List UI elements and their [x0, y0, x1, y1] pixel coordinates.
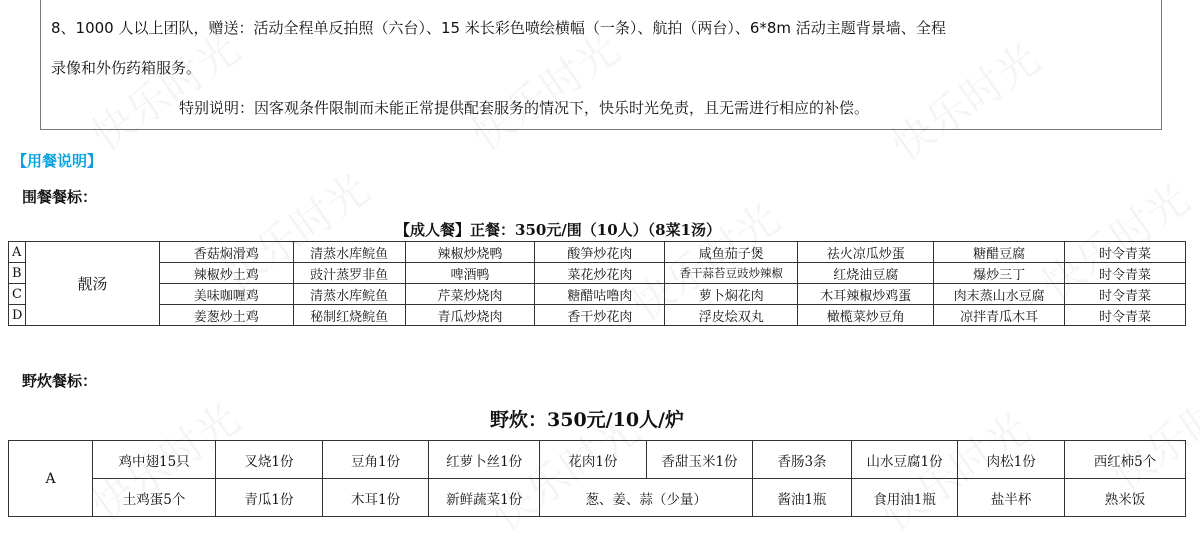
dish-cell: 肉末蒸山水豆腐 [934, 284, 1065, 305]
dish-cell: 芹菜炒烧肉 [405, 284, 535, 305]
table-row [9, 305, 1186, 326]
dish-cell: 糖醋咕噜肉 [535, 284, 665, 305]
bbq-item-cell: 木耳1份 [322, 479, 429, 517]
dish-cell: 木耳辣椒炒鸡蛋 [798, 284, 934, 305]
bbq-table-title: 野炊：350元/10人/炉 [490, 409, 684, 431]
row-letter: D [9, 305, 26, 326]
dish-cell: 菜花炒花肉 [535, 263, 665, 284]
table-row [9, 263, 1186, 284]
dish-cell: 时令青菜 [1065, 305, 1186, 326]
bbq-item-cell: 西红柿5个 [1064, 441, 1185, 479]
bbq-item-cell: 青瓜1份 [216, 479, 323, 517]
dish-cell: 时令青菜 [1065, 284, 1186, 305]
bbq-item-cell: 红萝卜丝1份 [429, 441, 540, 479]
dish-cell: 啤酒鸭 [405, 263, 535, 284]
banquet-table [8, 241, 1186, 326]
dish-cell: 清蒸水库鲩鱼 [293, 284, 405, 305]
dish-cell: 时令青菜 [1065, 263, 1186, 284]
bbq-item-cell: 叉烧1份 [216, 441, 323, 479]
bbq-item-cell: 鸡中翅15只 [93, 441, 216, 479]
dish-cell: 时令青菜 [1065, 242, 1186, 263]
table-row [9, 284, 1186, 305]
dish-cell: 姜葱炒土鸡 [159, 305, 293, 326]
dish-cell: 豉汁蒸罗非鱼 [293, 263, 405, 284]
dish-cell: 橄榄菜炒豆角 [798, 305, 934, 326]
dish-cell: 清蒸水库鲩鱼 [293, 242, 405, 263]
dish-cell: 酸笋炒花肉 [535, 242, 665, 263]
notice-box [40, 0, 1162, 130]
dish-cell: 香干蒜苔豆豉炒辣椒 [665, 263, 798, 284]
dish-cell: 辣椒炒烧鸭 [405, 242, 535, 263]
bbq-item-cell: 山水豆腐1份 [851, 441, 958, 479]
notice-line-2: 录像和外伤药箱服务。 [51, 59, 202, 77]
notice-line-3: 特别说明：因客观条件限制而未能正常提供配套服务的情况下，快乐时光免责，且无需进行相应的补偿。 [179, 99, 870, 117]
bbq-item-cell: 盐半杯 [958, 479, 1065, 517]
bbq-item-cell: 食用油1瓶 [851, 479, 958, 517]
row-letter: B [9, 263, 26, 284]
dish-cell: 祛火凉瓜炒蛋 [798, 242, 934, 263]
dish-cell: 咸鱼茄子煲 [665, 242, 798, 263]
bbq-item-cell: 葱、姜、蒜（少量） [540, 479, 753, 517]
banquet-table-title: 【成人餐】正餐：350元/围（10人）（8菜1汤） [395, 221, 722, 239]
table-row [9, 441, 1186, 479]
notice-line-1: 8、1000 人以上团队，赠送：活动全程单反拍照（六台）、15 米长彩色喷绘横幅（一条）、航拍（两台）、6*8m 活动主题背景墙、全程 [51, 19, 946, 37]
bbq-item-cell: 豆角1份 [322, 441, 429, 479]
bbq-item-cell: 酱油1瓶 [753, 479, 851, 517]
meal-section-title: 【用餐说明】 [12, 152, 103, 170]
soup-cell: 靓汤 [25, 242, 159, 326]
dish-cell: 糖醋豆腐 [934, 242, 1065, 263]
bbq-item-cell: 香甜玉米1份 [646, 441, 753, 479]
row-letter: A [9, 441, 93, 517]
dish-cell: 香干炒花肉 [535, 305, 665, 326]
bbq-item-cell: 新鲜蔬菜1份 [429, 479, 540, 517]
bbq-item-cell: 土鸡蛋5个 [93, 479, 216, 517]
table-row [9, 479, 1186, 517]
table-row [9, 242, 1186, 263]
dish-cell: 凉拌青瓜木耳 [934, 305, 1065, 326]
bbq-item-cell: 花肉1份 [540, 441, 647, 479]
bbq-item-cell: 肉松1份 [958, 441, 1065, 479]
dish-cell: 爆炒三丁 [934, 263, 1065, 284]
dish-cell: 红烧油豆腐 [798, 263, 934, 284]
bbq-item-cell: 香肠3条 [753, 441, 851, 479]
bbq-table [8, 440, 1186, 517]
dish-cell: 秘制红烧鲩鱼 [293, 305, 405, 326]
dish-cell: 辣椒炒土鸡 [159, 263, 293, 284]
bbq-label: 野炊餐标： [22, 372, 98, 390]
row-letter: C [9, 284, 26, 305]
dish-cell: 青瓜炒烧肉 [405, 305, 535, 326]
dish-cell: 香菇焖滑鸡 [159, 242, 293, 263]
dish-cell: 萝卜焖花肉 [665, 284, 798, 305]
row-letter: A [9, 242, 26, 263]
dish-cell: 美味咖喱鸡 [159, 284, 293, 305]
banquet-label: 围餐餐标： [22, 188, 98, 206]
dish-cell: 浮皮烩双丸 [665, 305, 798, 326]
bbq-item-cell: 熟米饭 [1064, 479, 1185, 517]
